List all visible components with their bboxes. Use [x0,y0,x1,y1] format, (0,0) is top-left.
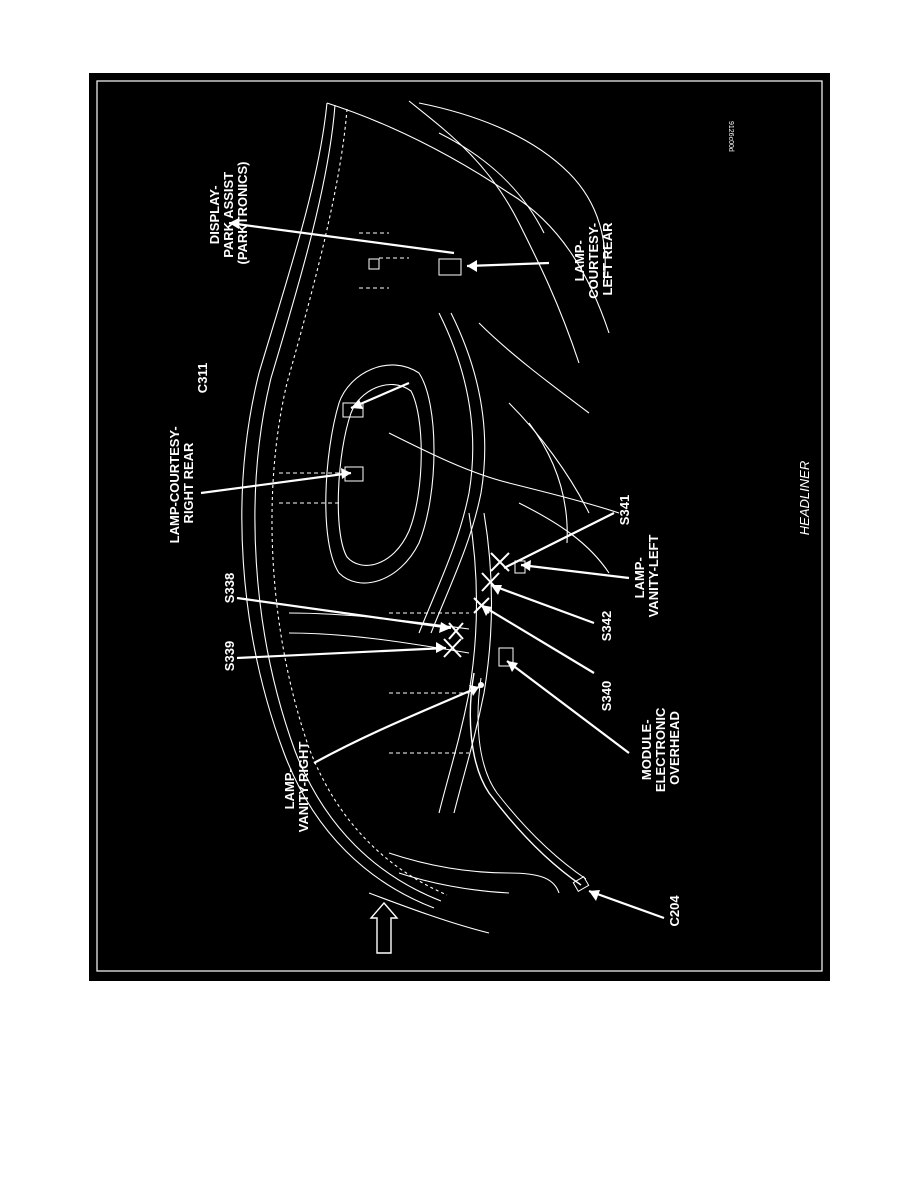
label-display-park-assist: DISPLAY- PARK ASSIST (PARKTRONICS) [207,161,250,265]
diagram-frame [89,73,830,981]
leader-display-park-assist [229,223,454,253]
image-code: 9126c00d [727,121,734,152]
splice-s338-icon [449,623,463,639]
inner-border [97,81,822,971]
components [343,259,589,891]
leader-lamp-courtesy-right-rear [201,473,351,493]
c204-connector-icon [573,877,588,892]
label-lamp-courtesy-left-rear: LAMP- COURTESY- LEFT REAR [572,222,615,299]
label-lamp-vanity-left: LAMP- VANITY-LEFT [632,534,661,618]
label-s340: S340 [599,680,614,712]
label-s339: S339 [222,640,237,672]
leader-lines [201,218,664,918]
headliner-diagram [89,73,830,981]
lamp-courtesy-left-rear-icon [439,259,461,275]
leader-c204 [589,891,664,918]
label-lamp-courtesy-right-rear: LAMP-COURTESY- RIGHT REAR [167,426,196,544]
display-park-assist-icon [369,259,379,269]
label-c204: C204 [667,895,682,927]
splice-s341-icon [491,553,509,571]
label-s342: S342 [599,610,614,642]
splice-s339-icon [444,639,461,657]
leader-s342 [491,585,594,623]
leader-lamp-courtesy-left-rear [467,263,549,266]
label-module-electronic-overhead: MODULE- ELECTRONIC OVERHEAD [639,707,682,793]
leader-lamp-vanity-left [521,565,629,578]
figure-caption: HEADLINER [797,460,812,536]
label-s338: S338 [222,572,237,604]
label-lamp-vanity-right: LAMP- VANITY-RIGHT [282,741,311,833]
leader-s340 [481,605,594,673]
leader-lamp-vanity-right [314,687,479,763]
front-direction-arrow-icon [371,903,397,953]
label-s341: S341 [617,494,632,526]
leader-s341 [504,513,614,568]
label-c311: C311 [195,362,210,394]
